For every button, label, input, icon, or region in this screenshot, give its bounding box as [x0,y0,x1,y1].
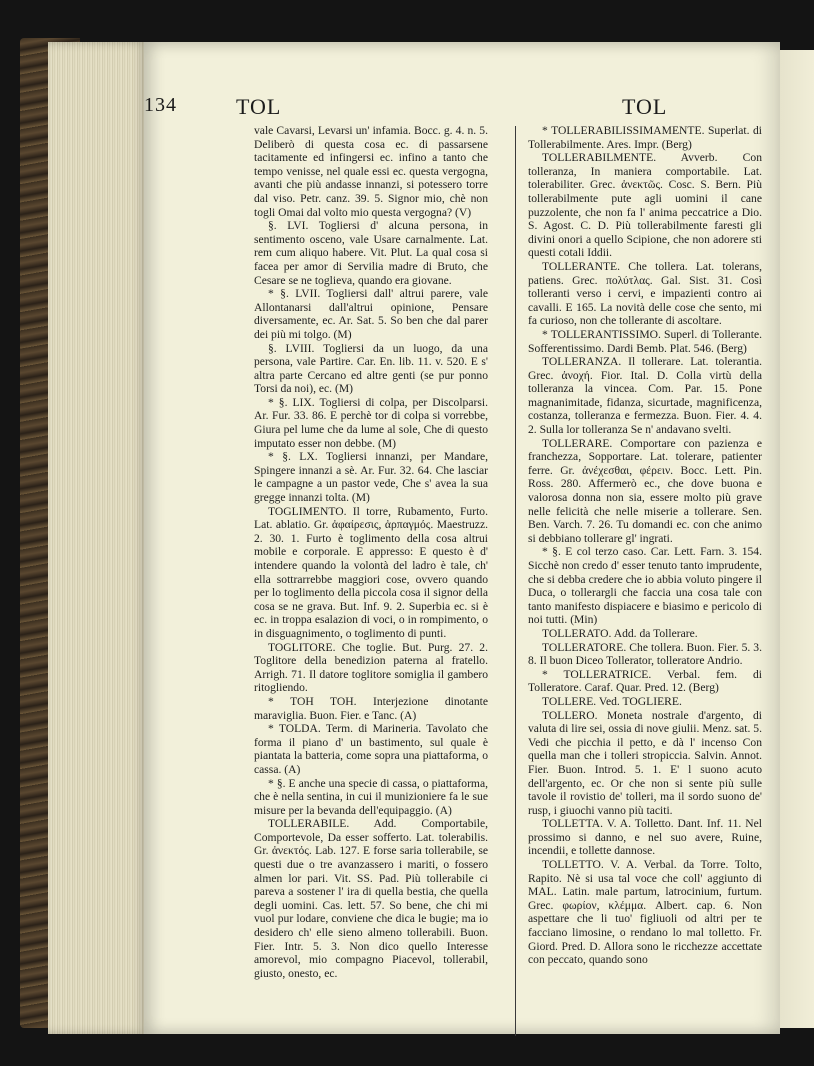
column-divider [515,126,516,1036]
entry-paragraph: vale Cavarsi, Levarsi un' infamia. Bocc. g. 4. n. 5. Deliberò di questa cosa ec. di passarsene tacitamente ed infingersi ec. infino a tanto che tempo venisse, nel quale essi ec. questa vergogna, avanti che più andasse innanzi, si potessero torre dal viso. Petr. canz. 39. 5. Signor mio, chè non togli Omai dal volto mio questa vergogna? (V) [254,124,488,219]
entry-paragraph: * §. E anche una specie di cassa, o piattaforma, che è nella sentina, in cui il munizioniere fa le sue misure per la bevanda dell'equipaggio. (A) [254,776,488,817]
entry-paragraph: TOLLERANTE. Che tollera. Lat. tolerans, patiens. Grec. πολύτλας. Gal. Sist. 31. Così tolleranti verso i cervi, e impazienti contro ai cavalli. E 165. La novità delle cose che sento, mi fa curioso, non che tollerante di ascoltare. [528,259,762,328]
entry-paragraph: * §. LVII. Togliersi dall' altrui parere, vale Allontanarsi dall'altrui opinione, Pensare diversamente, ec. Ar. Sat. 5. So ben che dal parer dei più mi tolgo. (M) [254,287,488,341]
entry-paragraph: * §. LX. Togliersi innanzi, per Mandare, Spingere innanzi a sè. Ar. Fur. 32. 64. Che lasciar le campagne a un pastor vede, Che s' avea la sua gregge innanzi tolta. (M) [254,450,488,505]
page-number: 134 [144,94,177,116]
entry-paragraph: §. LVI. Togliersi d' alcuna persona, in sentimento osceno, vale Usare carnalmente. Lat. rem cum aliquo habere. Vit. Plut. La qual cosa si facea per amor di Servilia madre di Bruto, che Cesare se ne toglieva, quando era giovane. [254,219,488,287]
entry-paragraph: * §. E col terzo caso. Car. Lett. Farn. 3. 154. Sicchè non credo d' esser tenuto tanto imprudente, che si debba credere che io abbia voluto pingere il Duca, o tollerargli che faccia una cosa tale con tanto manifesto dispiacere e biasimo e pericolo di noi tutti. (Min) [528,545,762,627]
entry-paragraph: * TOH TOH. Interjezione dinotante maraviglia. Buon. Fier. e Tanc. (A) [254,694,488,722]
running-head-right: TOL [622,94,668,119]
entry-paragraph: TOLLERE. Ved. TOGLIERE. [542,694,682,708]
running-head-left: TOL [236,94,282,119]
entry-paragraph: * §. LIX. Togliersi di colpa, per Discolparsi. Ar. Fur. 33. 86. E perchè tor di colpa si vorrebbe, Giura pel lume che da lume al sole, Che di questo imputato esser non debbe. (M) [254,395,488,450]
book-page [144,42,780,1034]
entry-paragraph: TOLLERABILMENTE. Avverb. Con tolleranza, In maniera comportabile. Lat. tolerabiliter. Grec. ἀνεκτῶς. Cosc. S. Bern. Più tollerabilmente pute agli uomini il cane puzzolente, che non fa l' anima peccatrice a Dio. S. Agost. C. D. Più tollerabilmente faresti gli divini onori a quello Scipione, che non adorere sti questi cotali Iddii. [528,151,762,260]
entry-paragraph: TOLLERO. Moneta nostrale d'argento, di valuta di lire sei, ossia di nove giulii. Menz. sat. 5. Vedi che picchia il petto, e dà l' incenso Con quella man che i tolleri stropiccia. Salvin. Annot. Fier. Buon. Introd. 5. 1. E' l suono acuto dell'argento, ec. Or che non si sente più sulle tavole il rovistio de' tolleri, ma il sordo suono de' rusp, i giuochi vanno più taciti. [528,708,762,817]
left-column [254,124,488,980]
entry-paragraph: TOLLERATORE. Che tollera. Buon. Fier. 5. 3. 8. Il buon Diceo Tollerator, tolleratore Andrio. [528,640,762,668]
page-stack-edges [48,42,148,1034]
entry-paragraph: TOLLERARE. Comportare con pazienza e franchezza, Sopportare. Lat. tolerare, patienter ferre. Gr. ἀνέχεσθαι, φέρειν. Bocc. Lett. Pin. Ross. 280. Affermerò ec., che dove buona e valorosa donna non sia, essere molto più grave nelle felicità che nelle miserie a tollerare. Sen. Ben. Varch. 7. 26. Tu domandi ec. con che animo si debbiano tollerare gl' ingrati. [528,436,762,545]
entry-paragraph: TOLLERATO. Add. da Tollerare. [542,626,698,640]
entry-paragraph: TOLLERANZA. Il tollerare. Lat. tolerantia. Grec. ἀνοχή. Fior. Ital. D. Colla virtù della tolleranza la vincea. Com. Par. 15. Pone magnanimitade, fidanza, sicurtade, magnificenza, costanza, tolleranza e fermezza. Buon. Fier. 4. 4. 2. Sulla lor tolleranza Se n' andavano svelti. [528,355,762,437]
facing-page-edge [780,50,814,1028]
entry-paragraph: * TOLLERABILISSIMAMENTE. Superlat. di Tollerabilmente. Ares. Impr. (Berg) [528,124,762,151]
entry-paragraph: TOLLETTA. V. A. Tolletto. Dant. Inf. 11. Nel prossimo si danno, e nel suo avere, Ruine, incendii, e tollette dannose. [528,817,762,858]
entry-paragraph: * TOLLERANTISSIMO. Superl. di Tollerante. Sofferentissimo. Dardi Bemb. Plat. 546. (Berg) [528,327,762,355]
entry-paragraph: TOLLETTO. V. A. Verbal. da Torre. Tolto, Rapito. Nè si usa tal voce che coll' aggiunto di MAL. Latin. male partum, latrocinium, furtum. Grec. φωρίον, κλέμμα. Albert. cap. 6. Non aspettare che li tuo' figliuoli od altri per te facciano limosine, o rendano lo mal tolletto. Fr. Giord. Pred. D. Allora sono le ricchezze accettate con peccato, quando sono [528,858,762,967]
entry-paragraph: * TOLLERATRICE. Verbal. fem. di Tolleratore. Caraf. Quar. Pred. 12. (Berg) [528,667,762,695]
right-column [528,124,762,967]
entry-paragraph: TOLLERABILE. Add. Comportabile, Comportevole, Da esser sofferto. Lat. tolerabilis. Gr. ἀνεκτός. Lab. 127. E forse saria tollerabile, se questi due o tre avanzassero i mariti, o fossero almen lor pari. Vit. SS. Pad. Più tollerabile ci pareva a sostener l' ira di quella bestia, che quella degli uomini. Cas. lett. 57. So bene, che chi mi vuol pur lodare, conviene che dica le bugie; ma io desidero ch' elle sieno almeno tollerabili. Buon. Fier. Intr. 5. 3. Non dico quello Interesse amorevol, mio compagno Piacevol, tollerabil, giusto, onesto, ec. [254,817,488,980]
entry-paragraph: * TOLDA. Term. di Marineria. Tavolato che forma il piano d' un bastimento, sul quale è piantata la batteria, come sopra una piattaforma, o cassa. (A) [254,722,488,776]
entry-paragraph: TOGLIMENTO. Il torre, Rubamento, Furto. Lat. ablatio. Gr. ἀφαίρεσις, ἁρπαγμός. Maestruzz. 2. 30. 1. Furto è toglimento della cosa altrui mobile e corporale. E appresso: E questo è d' intendere quando la volontà del ladro è tale, ch' ella sottrarrebbe maggiori cose, ovvero quando per lo toglimento della piccola cosa il signor della cosa se ne grava. But. Inf. 9. 2. Superbia ec. si è ec. in troppa esalazion di voci, o in rompimento, o in disguagnimento, o toglimento di punti. [254,504,488,640]
entry-paragraph: §. LVIII. Togliersi da un luogo, da una persona, vale Partire. Car. En. lib. 11. v. 520. E s' altra parte Cercano ed altre genti (se pur ponno Torsi da noi), ec. (M) [254,341,488,396]
entry-paragraph: TOGLITORE. Che toglie. But. Purg. 27. 2. Toglitore della benedizion paterna al fratello. Arrigh. 71. Il datore toglitore somiglia il gambero ritogliendo. [254,640,488,695]
